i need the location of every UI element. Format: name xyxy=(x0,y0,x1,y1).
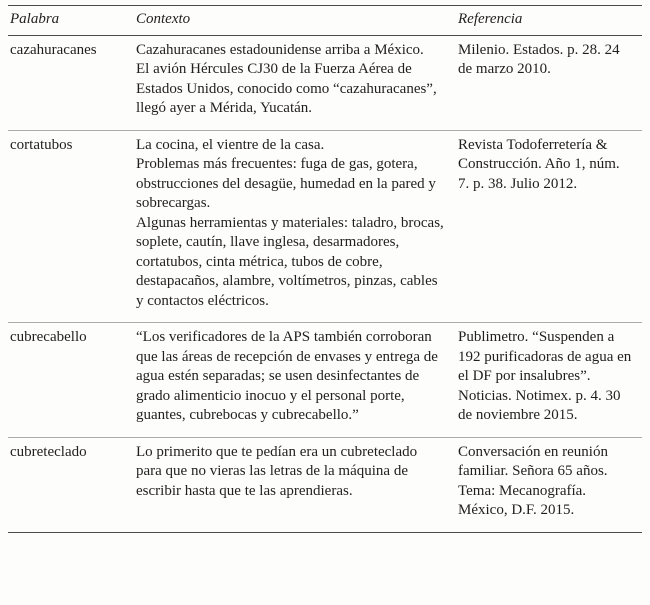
contexto-paragraph: “Los verificadores de la APS también corroboran que las áreas de recepción de envases y entrega de agua estén separadas; se usen desinfectantes de grado alimenticio inocuo y el personal porte, guantes, cubrebocas y cubrecabello.” xyxy=(136,329,438,423)
table-row xyxy=(8,323,642,438)
palabra-text: cubreteclado xyxy=(10,443,87,460)
referencia-text: Milenio. Estados. p. 28. 24 de marzo 2010. xyxy=(458,41,620,77)
referencia-cell xyxy=(456,437,642,532)
table-row xyxy=(8,35,642,130)
referencia-cell xyxy=(456,130,642,323)
word-context-table xyxy=(8,5,642,533)
table-row xyxy=(8,130,642,323)
contexto-cell xyxy=(134,130,456,323)
contexto-paragraph: Cazahuracanes estadounidense arriba a México. xyxy=(136,41,424,58)
referencia-text: Revista Todoferretería & Construcción. Año 1, núm. 7. p. 38. Julio 2012. xyxy=(458,136,620,192)
table-row xyxy=(8,437,642,532)
column-header-palabra: Palabra xyxy=(8,6,134,36)
referencia-cell xyxy=(456,323,642,438)
contexto-paragraph: El avión Hércules CJ30 de la Fuerza Aérea de Estados Unidos, conocido como “cazahuracanes”, llegó ayer a Mérida, Yucatán. xyxy=(136,61,437,116)
contexto-paragraph: Problemas más frecuentes: fuga de gas, gotera, obstrucciones del desagüe, humedad en la pared y sobrecargas. xyxy=(136,156,436,211)
contexto-paragraph: Algunas herramientas y materiales: taladro, brocas, soplete, cautín, llave inglesa, desarmadores, cortatubos, cinta métrica, tubos de cobre, destapacaños, alambre, voltímetros, pinzas, cables y contactos eléctricos. xyxy=(136,214,444,309)
contexto-cell xyxy=(134,35,456,130)
table-header-row xyxy=(8,6,642,36)
referencia-cell xyxy=(456,35,642,130)
contexto-cell xyxy=(134,323,456,438)
contexto-paragraph: La cocina, el vientre de la casa. xyxy=(136,136,325,153)
column-header-referencia: Referencia xyxy=(456,6,642,36)
palabra-text: cubrecabello xyxy=(10,329,87,345)
palabra-text: cazahuracanes xyxy=(10,41,97,58)
palabra-text: cortatubos xyxy=(10,136,73,153)
palabra-cell xyxy=(8,35,134,130)
palabra-cell xyxy=(8,437,134,532)
column-header-contexto: Contexto xyxy=(134,6,456,36)
contexto-paragraph: Lo primerito que te pedían era un cubreteclado para que no vieras las letras de la máquina de escribir hasta que te las aprendieras. xyxy=(136,443,418,499)
palabra-cell xyxy=(8,323,134,438)
palabra-cell xyxy=(8,130,134,323)
referencia-text: Conversación en reunión familiar. Señora 65 años. Tema: Mecanografía. México, D.F. 2015. xyxy=(458,443,608,518)
referencia-text: Publimetro. “Suspenden a 192 purificadoras de agua en el DF por insalubres”. Noticias. Notimex. p. 4. 30 de noviembre 2015. xyxy=(458,329,632,423)
contexto-cell xyxy=(134,437,456,532)
